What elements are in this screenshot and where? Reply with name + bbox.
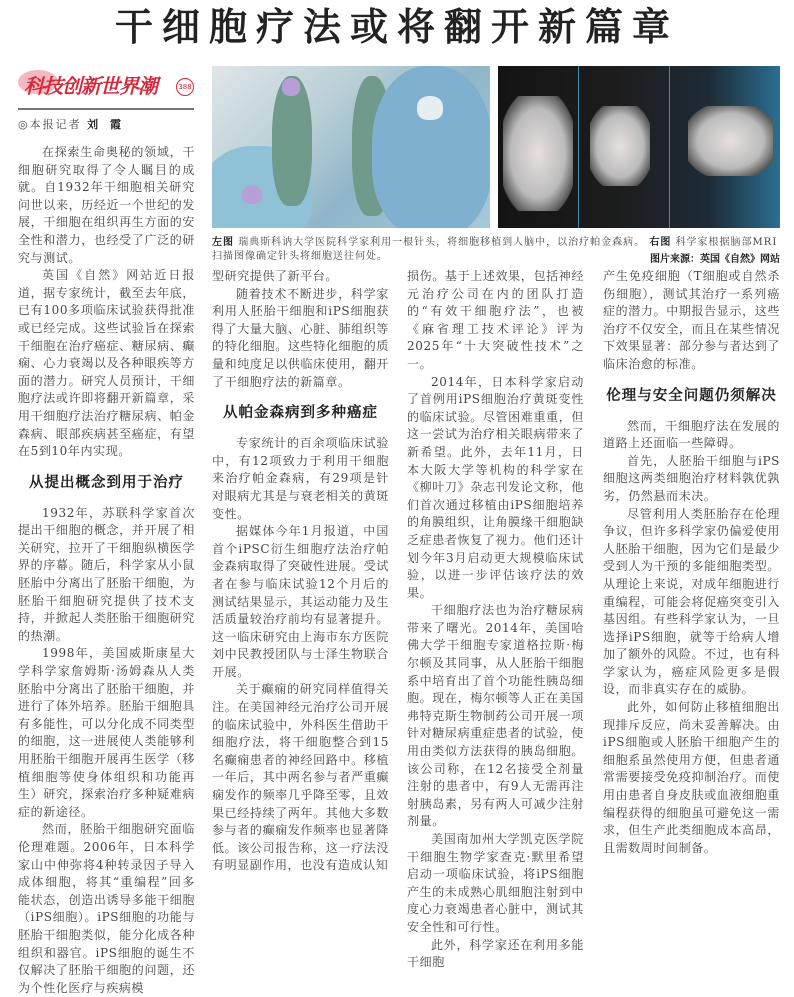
article-paragraph: 此外，科学家还在利用多能干细胞 (407, 937, 584, 970)
article-paragraph: 产生免疫细胞（T细胞或自然杀伤细胞），测试其治疗一系列癌症的潜力。中期报告显示，这些治疗不仅安全，而且在某些情况下效果显著：部分参与者达到了临床治愈的标准。 (603, 269, 780, 371)
article-column-4 (603, 268, 780, 857)
caption-right-label: 右图 (649, 237, 672, 248)
caption-left-label: 左图 (212, 237, 234, 248)
article-paragraph: 此外，如何防止移植细胞出现排斥反应，尚未妥善解决。由iPS细胞或人胚胎干细胞产生的细胞系虽然使用方便，但患者通常需要接受免疫抑制治疗。而使用由患者自身皮肤或血液细胞重编程获得的细胞虽可避免这一需求，但生产此类细胞成本高昂，且需数周时间制备。 (603, 700, 780, 855)
caption-left-text: 瑞典斯科讷大学医院科学家利用一根针头，将细胞移植到人脑中，以治疗帕金森病。 (238, 237, 646, 248)
article-paragraph: 英国《自然》网站近日报道，据专家统计，截至去年底，已有100多项临床试验获得批准或已经完成。这些试验旨在探索干细胞在治疗癌症、糖尿病、癫痫、心力衰竭以及各种眼疾等方面的潜力。研究人员预计，干细胞疗法或许即将翻开新篇章，采用干细胞疗法治疗糖尿病、帕金森病、眼部疾病甚至癌症，有望在5到10年内实现。 (18, 268, 195, 459)
article-paragraph: 1998年，美国威斯康星大学科学家詹姆斯·汤姆森从人类胚胎中分离出了胚胎干细胞，并进行了体外培养。胚胎干细胞具有多能性，可以分化成不同类型的细胞，这一进展使人类能够利用胚胎干细胞开展再生医学（移植细胞等使身体组织和功能再生）研究，探索治疗多种疑难病症的新途径。 (18, 646, 195, 819)
byline-author: 刘 霞 (87, 118, 125, 131)
article-paragraph: 随着技术不断进步，科学家利用人胚胎干细胞和iPS细胞获得了大量大脑、心脏、肺组织等的特化细胞。这些特化细胞的质量和纯度足以供临床使用，翻开了干细胞疗法的新篇章。 (212, 286, 389, 389)
photo-credit: 图片来源：英国《自然》网站 (650, 254, 780, 265)
article-paragraph: 1932年，苏联科学家首次提出干细胞的概念，并开展了相关研究，拉开了干细胞纵横医学界的序幕。随后，科学家从小鼠胚胎中分离出了胚胎干细胞，为胚胎干细胞研究提供了技术支持，并掀起人类胚胎干细胞研究的热潮。 (18, 505, 195, 643)
article-column-3 (407, 268, 584, 972)
byline (18, 116, 125, 132)
article-title: 干细胞疗法或将翻开新篇章 (114, 5, 679, 49)
photo-mri-scans (498, 66, 780, 228)
column-logo-text: 科技创新世界潮 (24, 74, 157, 98)
section-heading: 从提出概念到用于治疗 (29, 474, 184, 491)
article-paragraph: 然而，胚胎干细胞研究面临伦理难题。2006年，日本科学家山中伸弥将4种转录因子导入成体细胞，将其“重编程”回多能状态，创造出诱导多能干细胞（iPS细胞）。iPS细胞的功能与胚胎干细胞类似，能分化成各种组织和器官。iPS细胞的诞生不仅解决了胚胎干细胞的问题，还为个性化医疗与疾病模 (18, 822, 195, 995)
section-heading: 从帕金森病到多种癌症 (223, 405, 378, 422)
article-paragraph: 专家统计的百余项临床试验中，有12项致力于利用干细胞来治疗帕金森病，有29项是针对眼病尤其是与衰老相关的黄斑变性。 (212, 436, 389, 521)
article-paragraph: 美国南加州大学凯克医学院干细胞生物学家查克·默里希望启动一项临床试验，将iPS细胞产生的未成熟心肌细胞注射到中度心力衰竭患者心脏中，测试其安全性和可行性。 (407, 832, 584, 934)
article-paragraph: 在探索生命奥秘的领域，干细胞研究取得了令人瞩目的成就。自1932年干细胞相关研究问世以来，历经近一个世纪的发展，干细胞在组织再生方面的安全性和潜力，也经受了广泛的研究与测试。 (18, 145, 195, 265)
article-paragraph: 关于癫痫的研究同样值得关注。在美国神经元治疗公司开展的临床试验中，外科医生借助干细胞疗法，将干细胞整合到15名癫痫患者的神经回路中。移植一年后，其中两名参与者严重癫痫发作的频率几乎降至零，且效果已经持续了两年。其他大多数参与者的癫痫发作频率也显著降低。该公司报告称，这一疗法没有明显副作用，也没有造成认知 (212, 682, 389, 873)
divider (18, 108, 194, 110)
article-paragraph: 干细胞疗法也为治疗糖尿病带来了曙光。2014年，美国哈佛大学干细胞专家道格拉斯·梅尔顿及其同事，从人胚胎干细胞系中培育出了首个功能性胰岛细胞。现在，梅尔顿等人正在美国弗特克斯生物制药公司开展一项针对糖尿病重症患者的试验，使用由类似方法获得的胰岛细胞。该公司称，在12名接受全剂量注射的患者中，有9人无需再注射胰岛素，另有两人可减少注射剂量。 (407, 603, 584, 829)
caption-right-text: 科学家根据脑部MRI扫描图像确定针头将细胞送往何处。 (212, 237, 778, 262)
article-paragraph: 尽管利用人类胚胎存在伦理争议，但许多科学家仍偏爱使用人胚胎干细胞，因为它们是最少受到人为干预的多能细胞类型。从理论上来说，对成年细胞进行重编程，可能会将促癌突变引入基因组。有些科学家认为，一旦选择iPS细胞，就等于给病人增加了额外的风险。不过，也有科学家认为，癌症风险更多是假设，而非真实存在的威胁。 (603, 506, 780, 697)
article-column-2 (212, 268, 389, 875)
column-logo (18, 66, 194, 100)
column-issue-number: 388 (176, 78, 194, 96)
article-paragraph: 2014年，日本科学家启动了首例用iPS细胞治疗黄斑变性的临床试验。尽管困难重重，但这一尝试为治疗相关眼病带来了新希望。此外，去年11月，日本大阪大学等机构的科学家在《柳叶刀》杂志刊发论文称，他们首次通过移植由iPS细胞培养的角膜组织，让角膜缘干细胞缺乏症患者恢复了视力。他们还计划今年3月启动更大规模临床试验，以进一步评估该疗法的效果。 (407, 374, 584, 600)
article-paragraph: 然而，干细胞疗法在发展的道路上还面临一些障碍。 (603, 418, 780, 451)
photo-surgeons (212, 66, 490, 228)
article-paragraph: 首先，人胚胎干细胞与iPS细胞这两类细胞治疗材料孰优孰劣，仍然悬而未决。 (603, 453, 780, 503)
article-column-1 (18, 144, 195, 997)
article-paragraph: 型研究提供了新平台。 (212, 269, 339, 283)
article-paragraph: 据媒体今年1月报道，中国首个iPSC衍生细胞疗法治疗帕金森病取得了突破性进展。受试者在参与临床试验12个月后的测试结果显示，其运动能力及生活质量较治疗前均有显著提升。这一临床研究由上海市东方医院刘中民教授团队与士泽生物联合开展。 (212, 524, 389, 679)
section-heading: 伦理与安全问题仍须解决 (606, 387, 777, 404)
article-paragraph: 损伤。基于上述效果，包括神经元治疗公司在内的团队打造的“有效干细胞疗法”，也被《麻省理工技术评论》评为2025年“十大突破性技术”之一。 (407, 269, 584, 371)
byline-prefix: ◎本报记者 (18, 118, 82, 131)
